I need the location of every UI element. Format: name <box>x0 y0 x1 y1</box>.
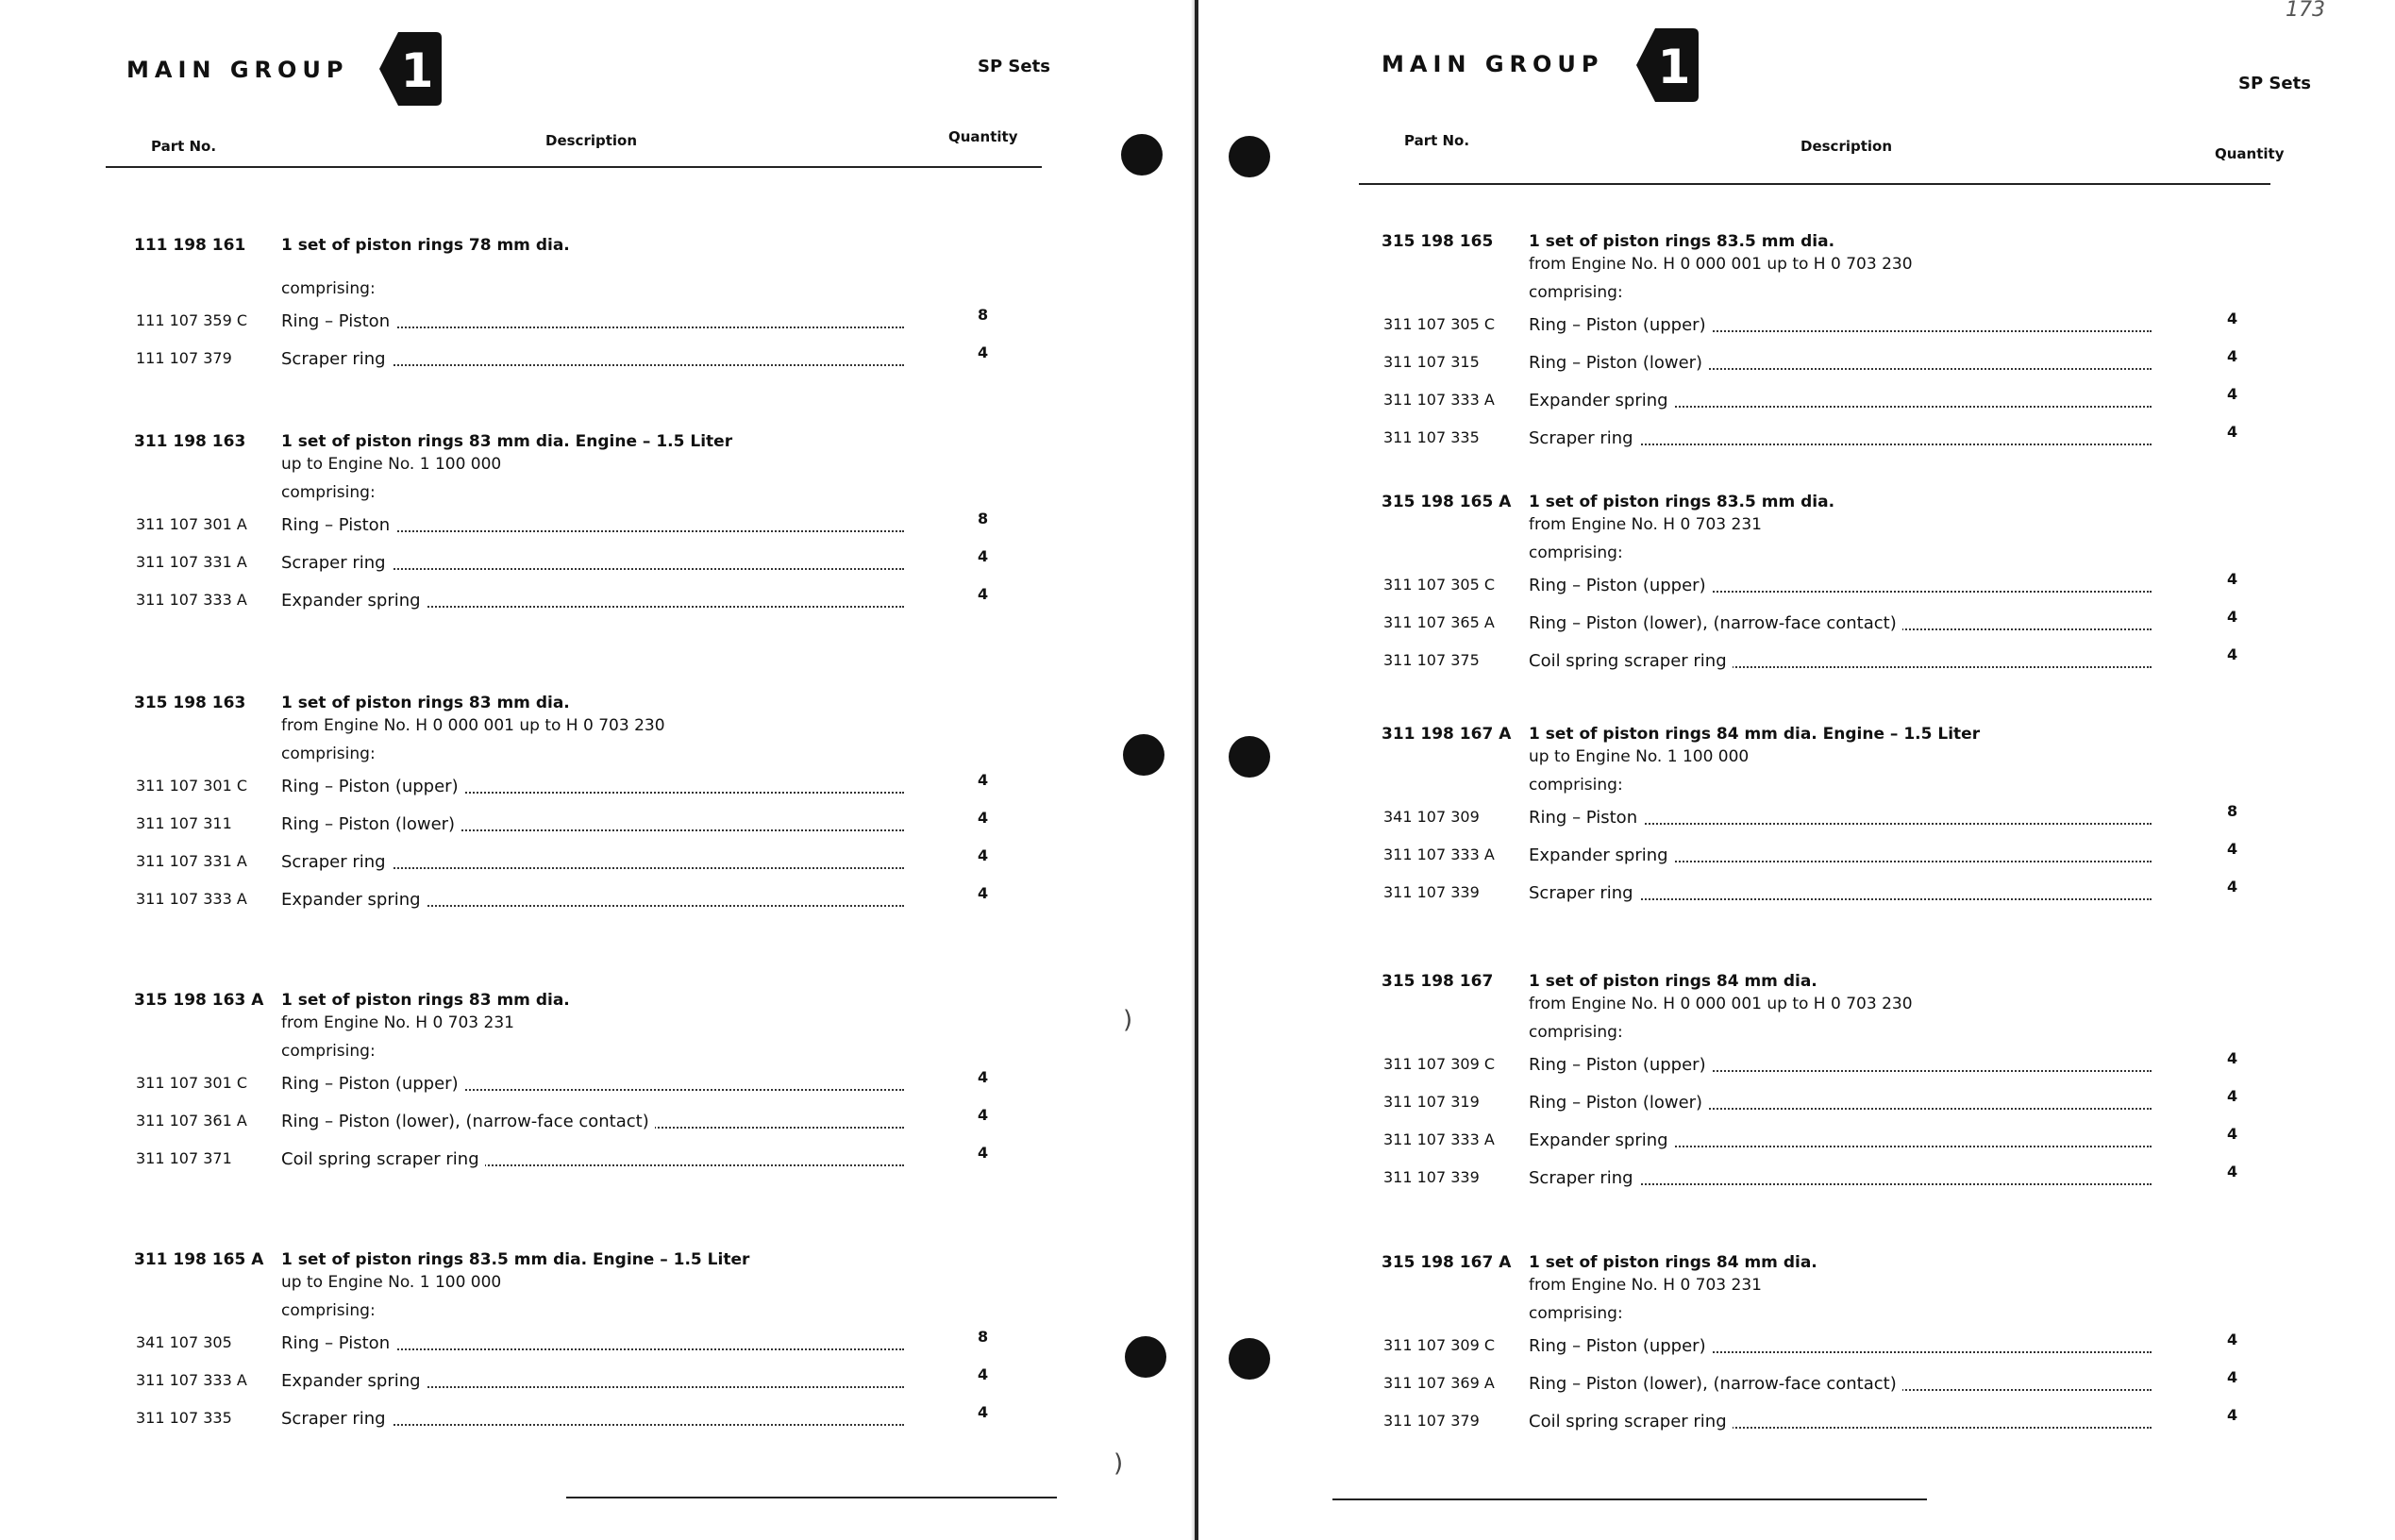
comprising-label: comprising: <box>1529 283 1623 302</box>
page-fold <box>1195 0 1198 1540</box>
header-part-no: Part No. <box>1404 132 1470 149</box>
component-part-number: 311 107 339 <box>1383 1168 1480 1186</box>
set-engine-range: from Engine No. H 0 000 001 up to H 0 703 230 <box>281 716 665 735</box>
component-quantity: 4 <box>978 771 989 789</box>
component-row <box>0 343 1038 370</box>
component-part-number: 311 107 361 A <box>136 1112 247 1130</box>
component-row <box>0 547 1038 574</box>
component-description: Ring – Piston (upper) <box>281 1074 464 1094</box>
set-part-number: 315 198 167 A <box>1382 1253 1512 1272</box>
component-quantity: 4 <box>2227 878 2238 896</box>
component-quantity: 4 <box>978 1106 989 1124</box>
component-part-number: 311 107 331 A <box>136 553 247 571</box>
component-description: Expander spring <box>1529 391 1674 410</box>
set-title: 1 set of piston rings 83 mm dia. Engine – 1.5 Liter <box>281 432 733 451</box>
component-quantity: 4 <box>2227 385 2238 403</box>
component-quantity: 4 <box>2227 1125 2238 1143</box>
binder-hole <box>1229 1338 1270 1380</box>
component-quantity: 4 <box>978 1144 989 1162</box>
component-row <box>0 510 1038 536</box>
component-part-number: 311 107 333 A <box>1383 1130 1495 1148</box>
comprising-label: comprising: <box>281 745 376 763</box>
page-number: 173 <box>2286 0 2325 22</box>
component-row <box>1200 1049 2295 1076</box>
group-number-badge <box>1634 26 1700 104</box>
component-part-number: 311 107 365 A <box>1383 613 1495 631</box>
footer-rule <box>1332 1498 1927 1500</box>
component-row <box>1200 1087 2295 1113</box>
binder-hole <box>1121 134 1163 176</box>
component-description: Expander spring <box>1529 845 1674 865</box>
component-quantity: 4 <box>2227 645 2238 663</box>
component-description: Scraper ring <box>281 852 392 872</box>
component-description: Scraper ring <box>1529 883 1639 903</box>
component-part-number: 341 107 305 <box>136 1333 232 1351</box>
set-engine-range: from Engine No. H 0 703 231 <box>1529 515 1762 534</box>
set-part-number: 111 198 161 <box>134 236 246 255</box>
component-quantity: 4 <box>978 1365 989 1383</box>
component-quantity: 4 <box>2227 1087 2238 1105</box>
component-part-number: 311 107 333 A <box>136 890 247 908</box>
component-part-number: 311 107 311 <box>136 814 232 832</box>
component-row <box>1200 385 2295 411</box>
component-part-number: 311 107 305 C <box>1383 315 1496 333</box>
component-part-number: 311 107 309 C <box>1383 1336 1496 1354</box>
scan-mark: ) <box>1114 1449 1124 1478</box>
set-part-number: 315 198 163 A <box>134 991 264 1010</box>
component-quantity: 4 <box>2227 310 2238 327</box>
component-row <box>0 1106 1038 1132</box>
component-description: Ring – Piston (lower), (narrow-face contact) <box>281 1112 655 1131</box>
set-title: 1 set of piston rings 83.5 mm dia. Engine – 1.5 Liter <box>281 1250 750 1269</box>
set-part-number: 315 198 165 <box>1382 232 1494 251</box>
component-part-number: 311 107 333 A <box>1383 391 1495 409</box>
component-description: Scraper ring <box>281 553 392 573</box>
set-engine-range: from Engine No. H 0 000 001 up to H 0 703 230 <box>1529 995 1913 1013</box>
set-title: 1 set of piston rings 78 mm dia. <box>281 236 570 255</box>
component-part-number: 311 107 309 C <box>1383 1055 1496 1073</box>
component-row <box>0 1328 1038 1354</box>
binder-hole <box>1229 136 1270 177</box>
comprising-label: comprising: <box>1529 1304 1623 1323</box>
component-row <box>1200 1331 2295 1357</box>
component-quantity: 4 <box>978 846 989 864</box>
comprising-label: comprising: <box>281 1301 376 1320</box>
component-description: Expander spring <box>281 1371 427 1391</box>
comprising-label: comprising: <box>1529 776 1623 795</box>
scan-mark: ) <box>1123 1006 1133 1034</box>
right-page <box>1200 0 2395 1540</box>
set-title: 1 set of piston rings 83.5 mm dia. <box>1529 493 1835 511</box>
component-row <box>0 884 1038 911</box>
set-engine-range: up to Engine No. 1 100 000 <box>281 455 502 474</box>
component-description: Ring – Piston (upper) <box>281 777 464 796</box>
component-row <box>0 585 1038 611</box>
component-part-number: 311 107 333 A <box>136 1371 247 1389</box>
component-row <box>0 809 1038 835</box>
component-description: Ring – Piston <box>281 1333 395 1353</box>
header-rule <box>106 166 1042 168</box>
component-row <box>0 771 1038 797</box>
header-description: Description <box>545 132 638 149</box>
component-description: Ring – Piston <box>281 515 395 535</box>
component-description: Coil spring scraper ring <box>1529 651 1733 671</box>
component-description: Ring – Piston (lower) <box>281 814 461 834</box>
set-part-number: 311 198 165 A <box>134 1250 264 1269</box>
header-quantity: Quantity <box>948 128 1018 145</box>
component-quantity: 8 <box>2227 802 2238 820</box>
component-description: Expander spring <box>1529 1130 1674 1150</box>
component-part-number: 311 107 333 A <box>136 591 247 609</box>
component-row <box>1200 1368 2295 1395</box>
footer-rule <box>566 1497 1057 1498</box>
component-description: Ring – Piston (upper) <box>1529 576 1712 595</box>
component-part-number: 311 107 335 <box>1383 428 1480 446</box>
component-row <box>0 846 1038 873</box>
set-part-number: 311 198 163 <box>134 432 246 451</box>
group-number-badge <box>377 30 444 108</box>
component-description: Ring – Piston (lower), (narrow-face contact) <box>1529 613 1902 633</box>
comprising-label: comprising: <box>281 279 376 298</box>
set-part-number: 315 198 165 A <box>1382 493 1512 511</box>
component-quantity: 4 <box>978 809 989 827</box>
component-part-number: 311 107 301 A <box>136 515 247 533</box>
component-row <box>1200 645 2295 672</box>
section-label: SP Sets <box>978 57 1050 76</box>
component-part-number: 341 107 309 <box>1383 808 1480 826</box>
component-part-number: 311 107 319 <box>1383 1093 1480 1111</box>
component-quantity: 4 <box>978 343 989 361</box>
component-part-number: 311 107 333 A <box>1383 845 1495 863</box>
component-description: Ring – Piston (lower) <box>1529 353 1708 373</box>
binder-hole <box>1229 736 1270 778</box>
component-part-number: 311 107 331 A <box>136 852 247 870</box>
header-description: Description <box>1800 138 1893 155</box>
set-title: 1 set of piston rings 84 mm dia. <box>1529 972 1817 991</box>
component-row <box>1200 570 2295 596</box>
comprising-label: comprising: <box>1529 1023 1623 1042</box>
set-title: 1 set of piston rings 83 mm dia. <box>281 991 570 1010</box>
header-rule <box>1359 183 2270 185</box>
component-row <box>1200 347 2295 374</box>
component-quantity: 4 <box>978 884 989 902</box>
component-part-number: 311 107 301 C <box>136 1074 248 1092</box>
binder-hole <box>1125 1336 1166 1378</box>
component-part-number: 111 107 359 C <box>136 311 248 329</box>
component-row <box>0 306 1038 332</box>
left-page <box>0 0 1197 1540</box>
comprising-label: comprising: <box>281 1042 376 1061</box>
component-part-number: 311 107 305 C <box>1383 576 1496 594</box>
component-part-number: 311 107 315 <box>1383 353 1480 371</box>
component-row <box>0 1365 1038 1392</box>
component-row <box>1200 310 2295 336</box>
component-quantity: 4 <box>2227 608 2238 626</box>
set-part-number: 311 198 167 A <box>1382 725 1512 744</box>
set-title: 1 set of piston rings 84 mm dia. Engine – 1.5 Liter <box>1529 725 1981 744</box>
component-quantity: 4 <box>2227 423 2238 441</box>
component-part-number: 311 107 335 <box>136 1409 232 1427</box>
set-part-number: 315 198 167 <box>1382 972 1494 991</box>
component-row <box>1200 802 2295 829</box>
component-quantity: 4 <box>2227 1406 2238 1424</box>
component-row <box>0 1144 1038 1170</box>
component-quantity: 8 <box>978 1328 989 1346</box>
component-row <box>1200 423 2295 449</box>
component-row <box>1200 1125 2295 1151</box>
component-part-number: 311 107 369 A <box>1383 1374 1495 1392</box>
component-quantity: 8 <box>978 306 989 324</box>
component-row <box>1200 608 2295 634</box>
component-quantity: 4 <box>2227 1163 2238 1180</box>
component-part-number: 311 107 371 <box>136 1149 232 1167</box>
component-part-number: 311 107 339 <box>1383 883 1480 901</box>
component-description: Ring – Piston (lower), (narrow-face contact) <box>1529 1374 1902 1394</box>
set-engine-range: up to Engine No. 1 100 000 <box>281 1273 502 1292</box>
set-engine-range: up to Engine No. 1 100 000 <box>1529 747 1750 766</box>
group-number: 1 <box>1657 40 1691 94</box>
component-description: Ring – Piston (upper) <box>1529 315 1712 335</box>
component-quantity: 4 <box>978 1403 989 1421</box>
component-quantity: 4 <box>2227 1368 2238 1386</box>
component-description: Ring – Piston <box>281 311 395 331</box>
set-title: 1 set of piston rings 83 mm dia. <box>281 694 570 712</box>
component-part-number: 311 107 301 C <box>136 777 248 795</box>
component-description: Coil spring scraper ring <box>281 1149 485 1169</box>
component-row <box>1200 840 2295 866</box>
component-part-number: 311 107 379 <box>1383 1412 1480 1430</box>
main-group-title: MAIN GROUP <box>126 57 349 83</box>
component-description: Scraper ring <box>1529 428 1639 448</box>
binder-hole <box>1123 734 1164 776</box>
header-quantity: Quantity <box>2215 145 2285 162</box>
set-engine-range: from Engine No. H 0 703 231 <box>281 1013 514 1032</box>
component-description: Ring – Piston (upper) <box>1529 1336 1712 1356</box>
set-engine-range: from Engine No. H 0 703 231 <box>1529 1276 1762 1295</box>
component-description: Scraper ring <box>1529 1168 1639 1188</box>
component-description: Scraper ring <box>281 1409 392 1429</box>
component-part-number: 311 107 375 <box>1383 651 1480 669</box>
component-description: Ring – Piston (upper) <box>1529 1055 1712 1075</box>
component-quantity: 4 <box>2227 1049 2238 1067</box>
set-engine-range: from Engine No. H 0 000 001 up to H 0 703 230 <box>1529 255 1913 274</box>
component-row <box>1200 878 2295 904</box>
set-title: 1 set of piston rings 83.5 mm dia. <box>1529 232 1835 251</box>
component-quantity: 4 <box>978 1068 989 1086</box>
comprising-label: comprising: <box>1529 544 1623 562</box>
component-part-number: 111 107 379 <box>136 349 232 367</box>
component-row <box>0 1403 1038 1430</box>
component-row <box>0 1068 1038 1095</box>
component-quantity: 8 <box>978 510 989 527</box>
component-row <box>1200 1163 2295 1189</box>
group-number: 1 <box>400 43 434 98</box>
component-description: Ring – Piston (lower) <box>1529 1093 1708 1113</box>
component-quantity: 4 <box>978 585 989 603</box>
component-description: Expander spring <box>281 591 427 611</box>
component-description: Coil spring scraper ring <box>1529 1412 1733 1431</box>
main-group-title: MAIN GROUP <box>1382 51 1604 77</box>
set-title: 1 set of piston rings 84 mm dia. <box>1529 1253 1817 1272</box>
component-quantity: 4 <box>2227 1331 2238 1348</box>
component-description: Scraper ring <box>281 349 392 369</box>
component-quantity: 4 <box>978 547 989 565</box>
section-label: SP Sets <box>2238 74 2311 93</box>
component-row <box>1200 1406 2295 1432</box>
component-description: Ring – Piston <box>1529 808 1643 828</box>
comprising-label: comprising: <box>281 483 376 502</box>
component-quantity: 4 <box>2227 840 2238 858</box>
set-part-number: 315 198 163 <box>134 694 246 712</box>
component-quantity: 4 <box>2227 570 2238 588</box>
component-description: Expander spring <box>281 890 427 910</box>
header-part-no: Part No. <box>151 138 217 155</box>
component-quantity: 4 <box>2227 347 2238 365</box>
